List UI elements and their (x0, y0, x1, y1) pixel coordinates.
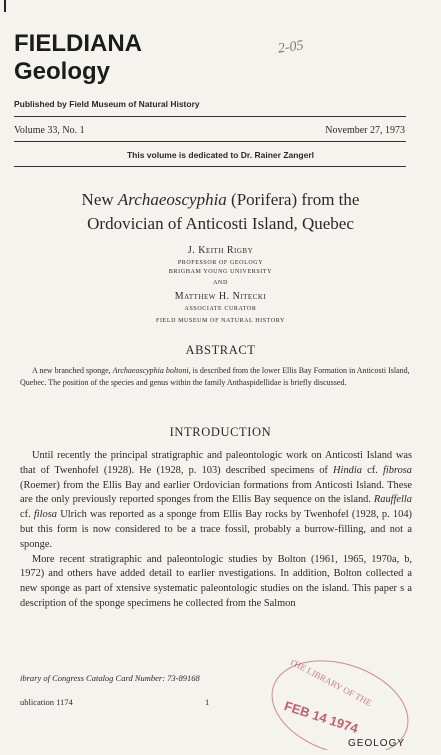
stamp-date: FEB 14 1974 (282, 698, 360, 737)
library-stamp (262, 660, 412, 750)
article-title (0, 188, 441, 236)
author-2-name: Matthew H. Nitecki (174, 291, 267, 302)
introduction-paragraph-1: Until recently the principal stratigraphic and paleontologic work on Anticosti Island was that of Twenhofel (1928). He (1928, p. 103) described specimens of Hindia cf. fibrosa (Roemer) from the Ellis Bay and earlier Ordovician formations from Anticosti Island. These are the only previously reported sponges from the Ellis Bay sequence on the island. Rauffella cf. filosa Ulrich was reported as a sponge from Ellis Bay rocks by Twenhofel (1928, p. 104) but this form is now considered to be a trace fossil, probably a burrow-filling, and not a sponge. (20, 450, 412, 550)
author-2-affiliation-title: ASSOCIATE CURATOR (184, 306, 257, 312)
author-1-affiliation-institution: BRIGHAM YOUNG UNIVERSITY (168, 269, 273, 275)
introduction-heading: INTRODUCTION (169, 425, 272, 439)
header-rule-top (14, 116, 406, 117)
bottom-edge-text: GEOLOGY (348, 738, 406, 749)
abstract-heading: ABSTRACT (185, 343, 256, 357)
header-rule-middle (14, 141, 406, 142)
dedication-line: This volume is dedicated to Dr. Rainer Zangerl (126, 150, 315, 160)
series-name: FIELDIANA (14, 30, 142, 57)
volume-number: Volume 33, No. 1 (14, 125, 85, 136)
abstract-text: A new branched sponge, Archaeoscyphia boltoni, is described from the lower Ellis Bay Formation in Anticosti Island, Quebec. The position of the species and genus within the family Anthaspidellidae is briefly discussed. (20, 366, 410, 387)
stamp-library-text: THE LIBRARY OF THE (287, 660, 374, 709)
author-2-affiliation-institution: FIELD MUSEUM OF NATURAL HISTORY (156, 318, 285, 324)
publication-number: ublication 1174 (20, 697, 73, 707)
series-title (14, 30, 142, 86)
top-edge-mark (4, 0, 6, 12)
title-line-1: New Archaeoscyphia (Porifera) from the (81, 190, 360, 209)
author-1-name: J. Keith Rigby (187, 245, 254, 256)
catalog-card-number: ibrary of Congress Catalog Card Number: 73-89168 (20, 673, 200, 683)
introduction-body (20, 449, 412, 612)
header-rule-bottom (14, 166, 406, 167)
series-subject: Geology (14, 58, 111, 85)
page-number: 1 (205, 697, 210, 707)
publisher-line: Published by Field Museum of Natural History (14, 99, 200, 109)
authors-and: AND (213, 280, 228, 286)
author-1-affiliation-title: PROFESSOR OF GEOLOGY (177, 260, 264, 266)
handwritten-note: 2-05 (277, 38, 305, 57)
title-line-2: Ordovician of Anticosti Island, Quebec (87, 214, 354, 233)
publication-date: November 27, 1973 (325, 125, 405, 136)
introduction-paragraph-2: More recent stratigraphic and paleontologic studies by Bolton (1961, 1965, 1970a, b, 1972) and others have added detail to earlier nvestigations. In addition, Bolton collected a new sponge as part of xtensive systematic paleontologic studies on the island. This paper s a description of the sponge specimens he collected from the Salmon (20, 553, 412, 609)
